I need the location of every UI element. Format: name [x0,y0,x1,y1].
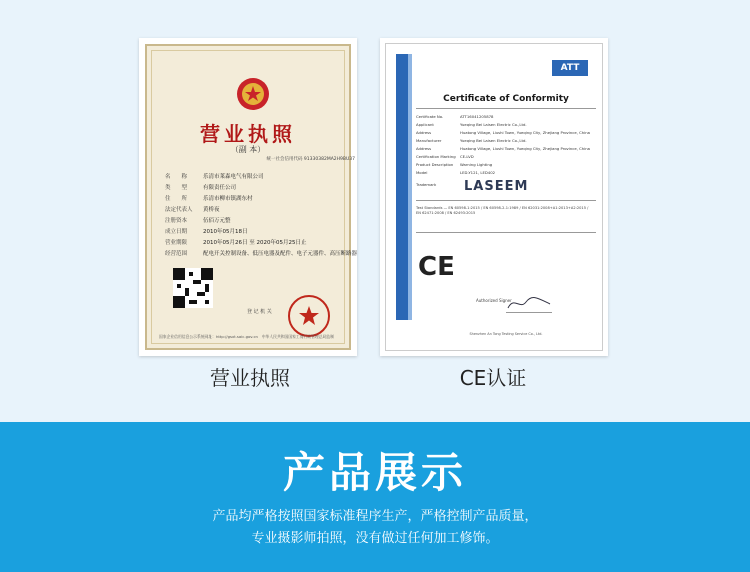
license-row: 注册资本 伍佰万元整 [165,218,231,224]
ce-row: Address Huatong Village, Liushi Town, Yueqing City, Zhejiang Province, China [416,146,590,151]
business-license-image [139,38,357,356]
license-code: 统一社会信用代码 91330382MA2H9BU37 [266,157,355,162]
lab-logo: ATT [552,60,588,76]
license-row: 成立日期 2010年05月18日 [165,229,248,235]
registrar-label: 登 记 机 关 [247,309,272,315]
ce-footer: Shenzhen An Tong Testing Service Co., Ltd. [469,332,543,336]
banner-description-line-2: 专业摄影师拍照，没有做过任何加工修饰。 [251,531,499,546]
ce-row: Applicant Yueqing Bei Laisen Electric Co.,Ltd. [416,122,527,127]
license-row: 住 所 乐清市柳市镇湖东村 [165,196,253,202]
ce-row: Model LED-Y121, LED402 [416,170,496,175]
brand-logo: LASEEM [464,179,529,194]
ce-certificate-image [380,38,608,356]
ce-row: Manufacturer Yueqing Bei Laisen Electric Co.,Ltd. [416,138,527,143]
license-document [145,44,358,350]
ce-mark-logo: CE [418,252,455,282]
red-seal-icon [287,294,331,338]
license-row: 法定代表人 黄桥夜 [165,207,220,213]
banner-description-line-1: 产品均严格按照国家标准程序生产，严格控制产品质量， [212,509,538,524]
ce-row: Certificate No. ATT16041205878 [416,114,494,119]
signer-label: Authorized Signer [476,298,512,303]
ce-standards: Test Standards — EN 60598-1:2015 / EN 60598-2-1:1989 / EN 62031:2008+A1:2013+A2:2015 / EN 62471:2008 / EN 62493:2015 [416,206,589,215]
ce-caption: CE认证 [459,366,527,390]
license-caption: 营业执照 [210,366,290,390]
ce-row: Trademark [416,182,437,187]
blue-side-strip [396,54,408,320]
signature-icon [506,294,552,313]
ce-title: Certificate of Conformity [443,94,569,104]
license-subtitle: （副 本） [230,145,266,154]
ce-row: Address Huatong Village, Liushi Town, Yueqing City, Zhejiang Province, China [416,130,590,135]
ce-row: Product Description Warning Lighting [416,162,493,167]
license-row: 经营范围 配电开关控制设备、低压电器及配件、电子元器件、高压断路器 [165,251,358,257]
license-row: 营业期限 2010年05月26日 至 2020年05月25日止 [165,240,307,246]
license-row: 类 型 有限责任公司 [165,185,237,191]
ce-document [385,43,603,351]
banner-title: 产品展示 [282,448,467,497]
license-title: 营业执照 [200,122,296,146]
national-emblem-icon [235,76,271,112]
license-footer: 国家企业信用信息公示系统网址：http://gsxt.saic.gov.cn 中华人民共和国国家工商行政管理总局监制 [159,334,334,339]
qr-code-icon [173,268,213,308]
ce-row: Certification Marking CE-LVD [416,154,474,159]
license-row: 名 称 乐清市莱森电气有限公司 [165,174,264,180]
